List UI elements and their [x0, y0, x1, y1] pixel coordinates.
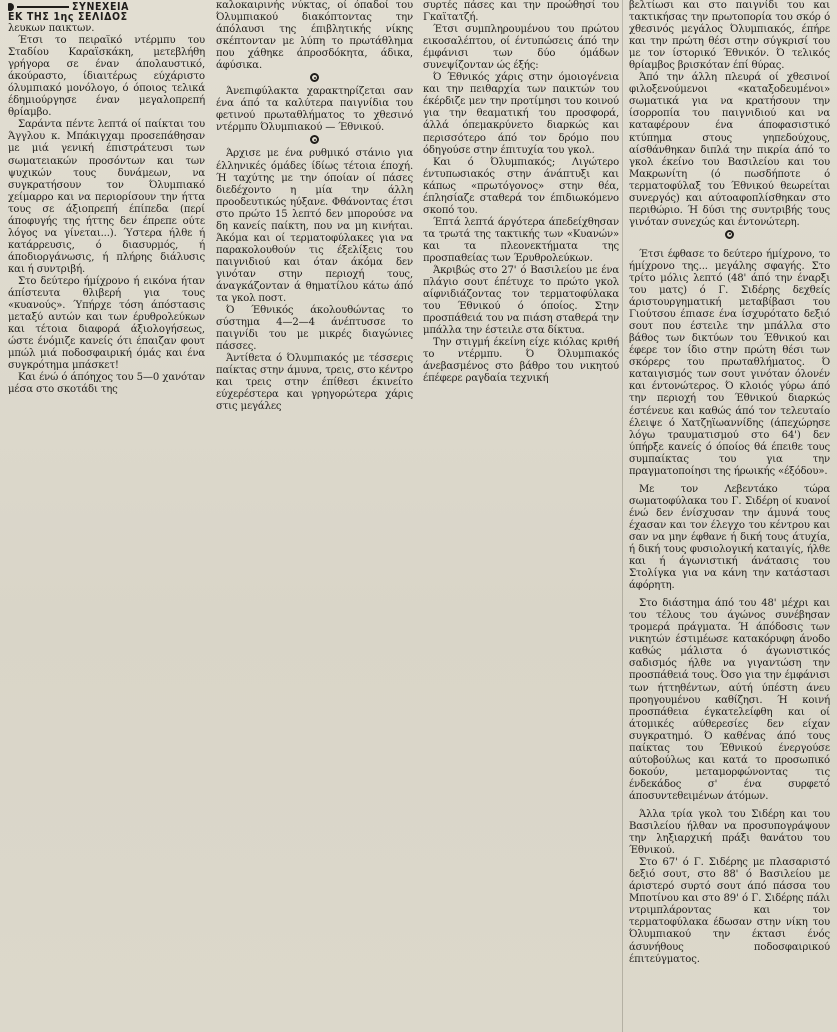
paragraph: Άκριβώς στο 27' ό Βασιλείου με ένα πλάγιο σουτ έπέτυχε το πρώτο γκολ αίφνιδιάζοντας τον τερματοφύλακα του Έθνικού ό όποίος. Στην προσπάθειά του να πιάση σταθερά την μπάλλα την έστειλε στα δίκτυα. — [423, 265, 619, 337]
column-1 — [8, 0, 205, 460]
paragraph: Άλλα τρία γκολ του Σιδέρη και του Βασιλείου ήλθαν να προσυπογράψουν την ληξιαρχική πράξι θανάτου του Έθνικού. — [629, 809, 830, 857]
paragraph: Έτσι έφθασε το δεύτερο ήμίχρονο, το ήμίχρονο της... μεγάλης σφαγής. Στο τρίτο μόλις λεπτό (48' άπό την έναρξι του ματς) ό Γ. Σιδέρης δεχθείς άριστουργηματική μεταβίβασι του Γιούτσου έπιασε ένα ίσχυρότατο δεξιό σουτ που έστειλε την μπάλλα στο βάθος των δικτύων του Έθνικού και έφερε τον ίδιο στην πρώτη θέσι των σκόρερς του πρωταθλήματος. Ό καταιγισμός των σουτ γινόταν όλονέν και έντονώτερος. Ό κλοιός γύρω άπό την περιοχή του Έθνικού διαρκώς έστένευε και καθώς άπό τον τελευταίο έλειψε ό Χατζηϊωαννίδης (άπεχώρησε λόγω τραυματισμού στο 64') δεν ύπήρξε κανείς ό όποίος θά έπειθε τους συμπαίκτας του για την πραγματοποίησι της ήρωικής «έξόδου». — [629, 248, 830, 477]
paragraph: Άνεπιφύλακτα χαρακτηρίζεται σαν ένα άπό τα καλύτερα παιγνίδια του φετινού πρωταθλήματος το χθεσινό ντέρμπυ Όλυμπιακού — Έθνικού. — [216, 86, 413, 134]
paragraph: Σαράντα πέντε λεπτά οί παίκται του Άγγλου κ. Μπάκιγχαμ προσεπάθησαν με μιά γενική έπιστράτευσι των σωματειακών προσόντων και των ψυχικών τους δυνάμεων, να συγκρατήσουν τον Όλυμπιακό χείμαρρο και να περιορίσουν την ήττα τους σε άξιοπρεπή έπίπεδα (περί άποφυγής της ήττης δεν έπρεπε ούτε λόγος να γίνεται...). Ύστερα ήλθε ή κατάρρευσις, ό διασυρμός, ή άποδιοργάνωσις, ή πλήρης διάλυσις και ή συντριβή. — [8, 119, 205, 275]
header-rule — [17, 6, 69, 8]
paragraph: Έπτά λεπτά άργότερα άπεδείχθησαν τα τρωτά της τακτικής των «Κυανών» και τα πλεονεκτήματα της προσπαθείας των Έρυθρολεύκων. — [423, 216, 619, 264]
paragraph: Με τον Λεβεντάκο τώρα σωματοφύλακα του Γ. Σιδέρη οί κυανοί ένώ δεν ένίσχυσαν την άμυνά τους έχασαν και τον έλεγχο του κέντρου και σαν να μην έφθανε ή δική τους άτυχία, ή δική τους φυσιολογική καταιγίς, ήλθε και ή άγωνιστική άνάτασις του Στολίγκα για να κάνη την κατάστασι άφόρητη. — [629, 483, 830, 592]
section-separator — [216, 134, 413, 148]
column-3 — [423, 0, 619, 425]
paragraph: Έτσι το πειραϊκό ντέρμπυ του Σταδίου Καραϊσκάκη, μετεβλήθη γρήγορα σε έναν άπολαυστικό, άκούραστο, ίδιαιτέρως εύχάριστο όλυμπιακό μονόλογο, ό όποιος τελικά έδημιούργησε έναν μεγαλοπρεπή θρίαμβο. — [8, 35, 205, 119]
header-line-1: ΣΥΝΕΧΕΙΑ — [72, 1, 130, 13]
separator-icon — [725, 230, 734, 239]
paragraph: Άντίθετα ό Όλυμπιακός με τέσσερις παίκτας στην άμυνα, τρεις, στο κέντρο και τρεις στην έπίθεσι έκινείτο εύχερέστερα και γρηγορώτερα χάρις στις μεγάλες — [216, 353, 413, 413]
section-separator — [216, 72, 413, 86]
separator-icon — [310, 135, 319, 144]
header-line-2: ΕΚ ΤΗΣ 1ης ΣΕΛΙΔΟΣ — [8, 11, 128, 23]
paragraph: Ό Έθνικός χάρις στην όμοιογένεια και την πειθαρχία των παικτών του έκέρδιζε μεν την προτίμησι του κοινού για την θεαματική του προσφορά, άλλά όπεμακρύνετο διαρκώς και περισσότερο άπό τον δρόμο που όδηγούσε στην έπιτυχία του γκολ. — [423, 72, 619, 156]
paragraph: Και ό Όλυμπιακός; Λιγώτερο έντυπωσιακός στην άνάπτυξι και κάπως «πρωτόγονος» στην θέα, έπλησίαζε σταθερά τον έπιδιωκόμενο σκοπό του. — [423, 156, 619, 216]
separator-icon — [310, 73, 319, 82]
paragraph: Άπό την άλλη πλευρά οί χθεσινοί φιλοξενούμενοι «καταξοδευμένοι» σωματικά για να κρατήσουν την ίσορροπία του παιγνιδιού και να καταφέρουν ένα άποφασιστικό κτύπημα στους γηπεδούχους, αίσθάνθηκαν διπλά την πικρία άπό το γκολ έκείνο του Βασιλείου και του Μακρωνίτη (ό πωσδήποτε ό τερματοφύλαξ του Έθνικού θεωρείται συνεργός) και αύτοαφοπλίσθηκαν στο περιθώριο. Ή δύσι της συντριβής τους γινόταν συνεχώς και έντονώτερη. — [629, 72, 830, 228]
paragraph: συρτές πάσες και την προώθησί του Γκαϊτατζή. — [423, 0, 619, 24]
paragraph: Στο διάστημα άπό του 48' μέχρι και του τέλους του άγώνος συνέβησαν τρομερά πράγματα. Ή άπόδοσις των νικητών έστιμέωσε κατακόρυφη άνοδο καθώς μάλιστα ό άγωνιστικός σαδισμός ήλθε να γιγαντώση την προσπάθειά τους. Όσο για την έμφάνισι των ήττηθέντων, αύτή ύπέστη άνευ προηγουμένου καθίζησι. Ή κοινή προσπάθεια έγκατελείφθη και οί άτομικές αύθερεσίες δεν είχαν συγκρατημό. Ό καθένας άπό τους παίκτας του Έθνικού ένεργούσε αύτοβούλως και κατά το προσωπικό δοκούν, μεταμορφώνοντας τις ένδεκάδος σ' ένα συρφετό άποσυντεθειμένων άτόμων. — [629, 598, 830, 802]
paragraph: βελτίωσι και στο παιγνίδι του και τακτικήσας την πρωτοπορία του σκόρ ό χθεσινός μεγάλος Όλυμπιακός, έπήρε και την πρώτη θέσι στην σύγκρισί του με τον ίστορικό Έθνικόν. Ό τελικός θρίαμβος βρισκόταν έπί θύρας. — [629, 0, 830, 72]
column-4 — [629, 0, 830, 1032]
paragraph: Στο δεύτερο ήμίχρονο ή εικόνα ήταν άπίστευτα θλιβερή για τους «κυανούς». Ύπήρχε τόση άπόστασις μεταξύ αυτών και των έρυθρολεύκων και τέτοια διαφορά άξιολογήσεως, ώστε ένόμιζε κανείς ότι έπαιζαν φουτ μπώλ μιά ποδοσφαιρική όμάς και ένα συγκρότημα μπάσκετ! — [8, 275, 205, 372]
bullet-icon — [8, 3, 14, 11]
paragraph: λευκων παικτων. — [8, 23, 95, 34]
paragraph: καλοκαιρινής νύκτας, οί όπαδοί του Όλυμπιακού διακόπτοντας την άπόλαυσι της έπιβλητικής νίκης σκέπτονταν με λύπη το πρωτάθλημα που χάθηκε άπροσδόκητα, άδικα, άφύσικα. — [216, 0, 413, 72]
column-2 — [216, 0, 413, 455]
paragraph: Άρχισε με ένα ρυθμικό στάνιο για έλληνικές όμάδες ίδίως τέτοια έποχή. Ή ταχύτης με την όποίαν οί πάσες διεδέχοντο η μία την άλλη προοδευτικώς ηύξανε. Φθάνοντας έτσι στο πρώτο 15 λεπτό δεν μπορούσε να δη κανείς παίκτη, που να μη κινήται. Άκόμα και οί τερματοφύλακες για να παρακολουθούν τις έξελίξεις του παιγνιδιού και όταν άκόμα δεν γινόταν στην περιοχή τους, άναγκάζονταν ά θηματίλου κάτω άπό τα γκολ ποστ. — [216, 148, 413, 305]
paragraph: Στο 67' ό Γ. Σιδέρης με πλασαριστό δεξιό σουτ, στο 88' ό Βασιλείου με άριστερό συρτό σουτ άπό πάσσα του Μποτίνου και στο 89' ό Γ. Σιδέρης πάλι ντριμπλάροντας και τον τερματοφύλακα έδωσαν στην νίκη του Όλυμπιακού την έκτασι ένός άσυνήθους ποδοσφαιρικού έπιτεύγματος. — [629, 857, 830, 965]
paragraph: Την στιγμή έκείνη είχε κιόλας κριθή το ντέρμπυ. Ό Όλυμπιακός άνεβασμένος στο βάθρο του νικητού έπέφερε ραγδαία τεχνική — [423, 337, 619, 385]
paragraph: Και ένώ ό άπόηχος του 5—0 χανόταν μέσα στο σκοτάδι της — [8, 372, 205, 396]
section-separator — [629, 229, 830, 243]
paragraph: Έτσι συμπληρουμένου του πρώτου εικοσαλέπτου, οί έντυπώσεις άπό την έμφάνισι των δύο όμάδων συνεψίζονταν ώς έξής: — [423, 24, 619, 72]
column-fold-line — [622, 0, 623, 1032]
paragraph: Ό Έθνικός άκολουθώντας το σύστημα 4—2—4 άνέπτυσσε το παιγνίδι του με μικρές διαγώνιες πάσσες. — [216, 305, 413, 353]
